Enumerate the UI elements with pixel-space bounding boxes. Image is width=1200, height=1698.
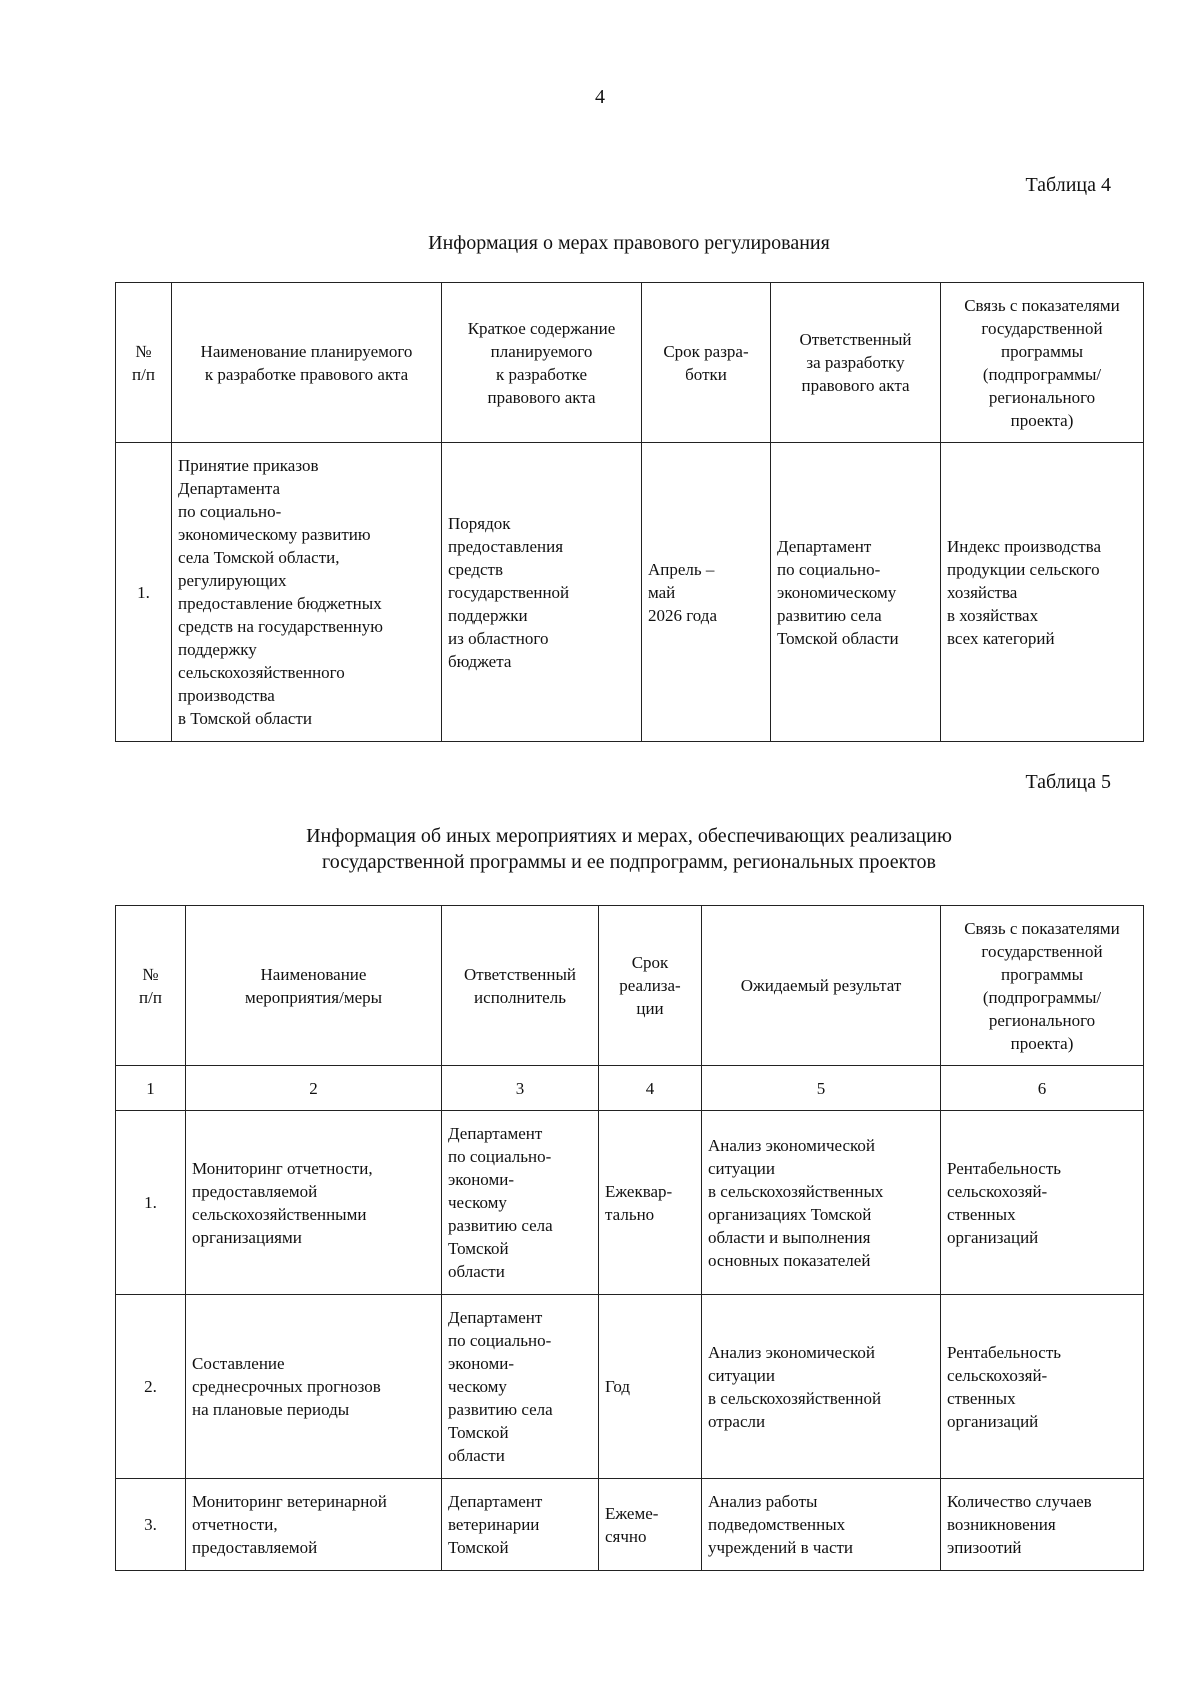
table5-cell-deadline: Ежеме- сячно: [599, 1479, 702, 1571]
table4-cell-num: 1.: [116, 443, 172, 742]
table5-header-result: Ожидаемый результат: [702, 906, 941, 1066]
table5-cell-indicators: Количество случаев возникновения эпизоотий: [941, 1479, 1144, 1571]
table5-title: Информация об иных мероприятиях и мерах, обеспечивающих реализацию государственной программы и ее подпрограмм, региональных проектов: [306, 825, 952, 873]
table4-header-row: [116, 283, 1144, 443]
table5-cell-result: Анализ экономической ситуации в сельскохозяйственных организациях Томской области и выполнения основных показателей: [702, 1111, 941, 1295]
table5-column-numbers-row: [116, 1066, 1144, 1111]
table-row: [116, 1111, 1144, 1295]
table5-header-executor: Ответственный исполнитель: [442, 906, 599, 1066]
table4-header-summary: Краткое содержание планируемого к разработке правового акта: [442, 283, 642, 443]
table5: [115, 905, 1144, 1571]
table4-header-name: Наименование планируемого к разработке правового акта: [172, 283, 442, 443]
column-number: 3: [442, 1066, 599, 1111]
table5-cell-num: 3.: [116, 1479, 186, 1571]
table-row: [116, 1479, 1144, 1571]
table5-header-name: Наименование мероприятия/меры: [186, 906, 442, 1066]
table5-header-num: № п/п: [116, 906, 186, 1066]
table5-cell-executor: Департамент по социально- экономи- ческому развитию села Томской области: [442, 1111, 599, 1295]
table5-header-indicators: Связь с показателями государственной программы (подпрограммы/ регионального проекта): [941, 906, 1144, 1066]
table5-cell-executor: Департамент по социально- экономи- ческому развитию села Томской области: [442, 1295, 599, 1479]
table4-header-responsible: Ответственный за разработку правового акта: [771, 283, 941, 443]
table5-cell-indicators: Рентабельность сельскохозяй- ственных организаций: [941, 1111, 1144, 1295]
column-number: 5: [702, 1066, 941, 1111]
table5-cell-executor: Департамент ветеринарии Томской: [442, 1479, 599, 1571]
table5-cell-num: 1.: [116, 1111, 186, 1295]
table4-cell-indicators: Индекс производства продукции сельского хозяйства в хозяйствах всех категорий: [941, 443, 1144, 742]
table5-cell-name: Составление среднесрочных прогнозов на плановые периоды: [186, 1295, 442, 1479]
column-number: 2: [186, 1066, 442, 1111]
table5-header-deadline: Срок реализа- ции: [599, 906, 702, 1066]
table4-header-indicators: Связь с показателями государственной программы (подпрограммы/ регионального проекта): [941, 283, 1144, 443]
column-number: 1: [116, 1066, 186, 1111]
table4-title: Информация о мерах правового регулирования: [428, 232, 830, 254]
table4-header-num: № п/п: [116, 283, 172, 443]
column-number: 6: [941, 1066, 1144, 1111]
table4-header-deadline: Срок разра- ботки: [642, 283, 771, 443]
table5-cell-num: 2.: [116, 1295, 186, 1479]
table4: [115, 282, 1144, 742]
table5-cell-indicators: Рентабельность сельскохозяй- ственных организаций: [941, 1295, 1144, 1479]
table-row: [116, 1295, 1144, 1479]
table5-cell-deadline: Год: [599, 1295, 702, 1479]
table5-cell-result: Анализ работы подведомственных учреждений в части: [702, 1479, 941, 1571]
page-number: 4: [595, 86, 605, 108]
column-number: 4: [599, 1066, 702, 1111]
table5-cell-name: Мониторинг отчетности, предоставляемой сельскохозяйственными организациями: [186, 1111, 442, 1295]
table4-cell-responsible: Департамент по социально- экономическому развитию села Томской области: [771, 443, 941, 742]
table5-header-row: [116, 906, 1144, 1066]
table-row: [116, 443, 1144, 742]
table4-cell-deadline: Апрель – май 2026 года: [642, 443, 771, 742]
table4-label: Таблица 4: [1025, 174, 1111, 196]
table5-cell-result: Анализ экономической ситуации в сельскохозяйственной отрасли: [702, 1295, 941, 1479]
table5-cell-deadline: Ежеквар- тально: [599, 1111, 702, 1295]
table5-label: Таблица 5: [1025, 771, 1111, 793]
table4-cell-name: Принятие приказов Департамента по социально- экономическому развитию села Томской области, регулирующих предоставление бюджетных средств на государственную поддержку сельскохозяйственного производства в Томской области: [172, 443, 442, 742]
table4-cell-summary: Порядок предоставления средств государственной поддержки из областного бюджета: [442, 443, 642, 742]
table5-cell-name: Мониторинг ветеринарной отчетности, предоставляемой: [186, 1479, 442, 1571]
